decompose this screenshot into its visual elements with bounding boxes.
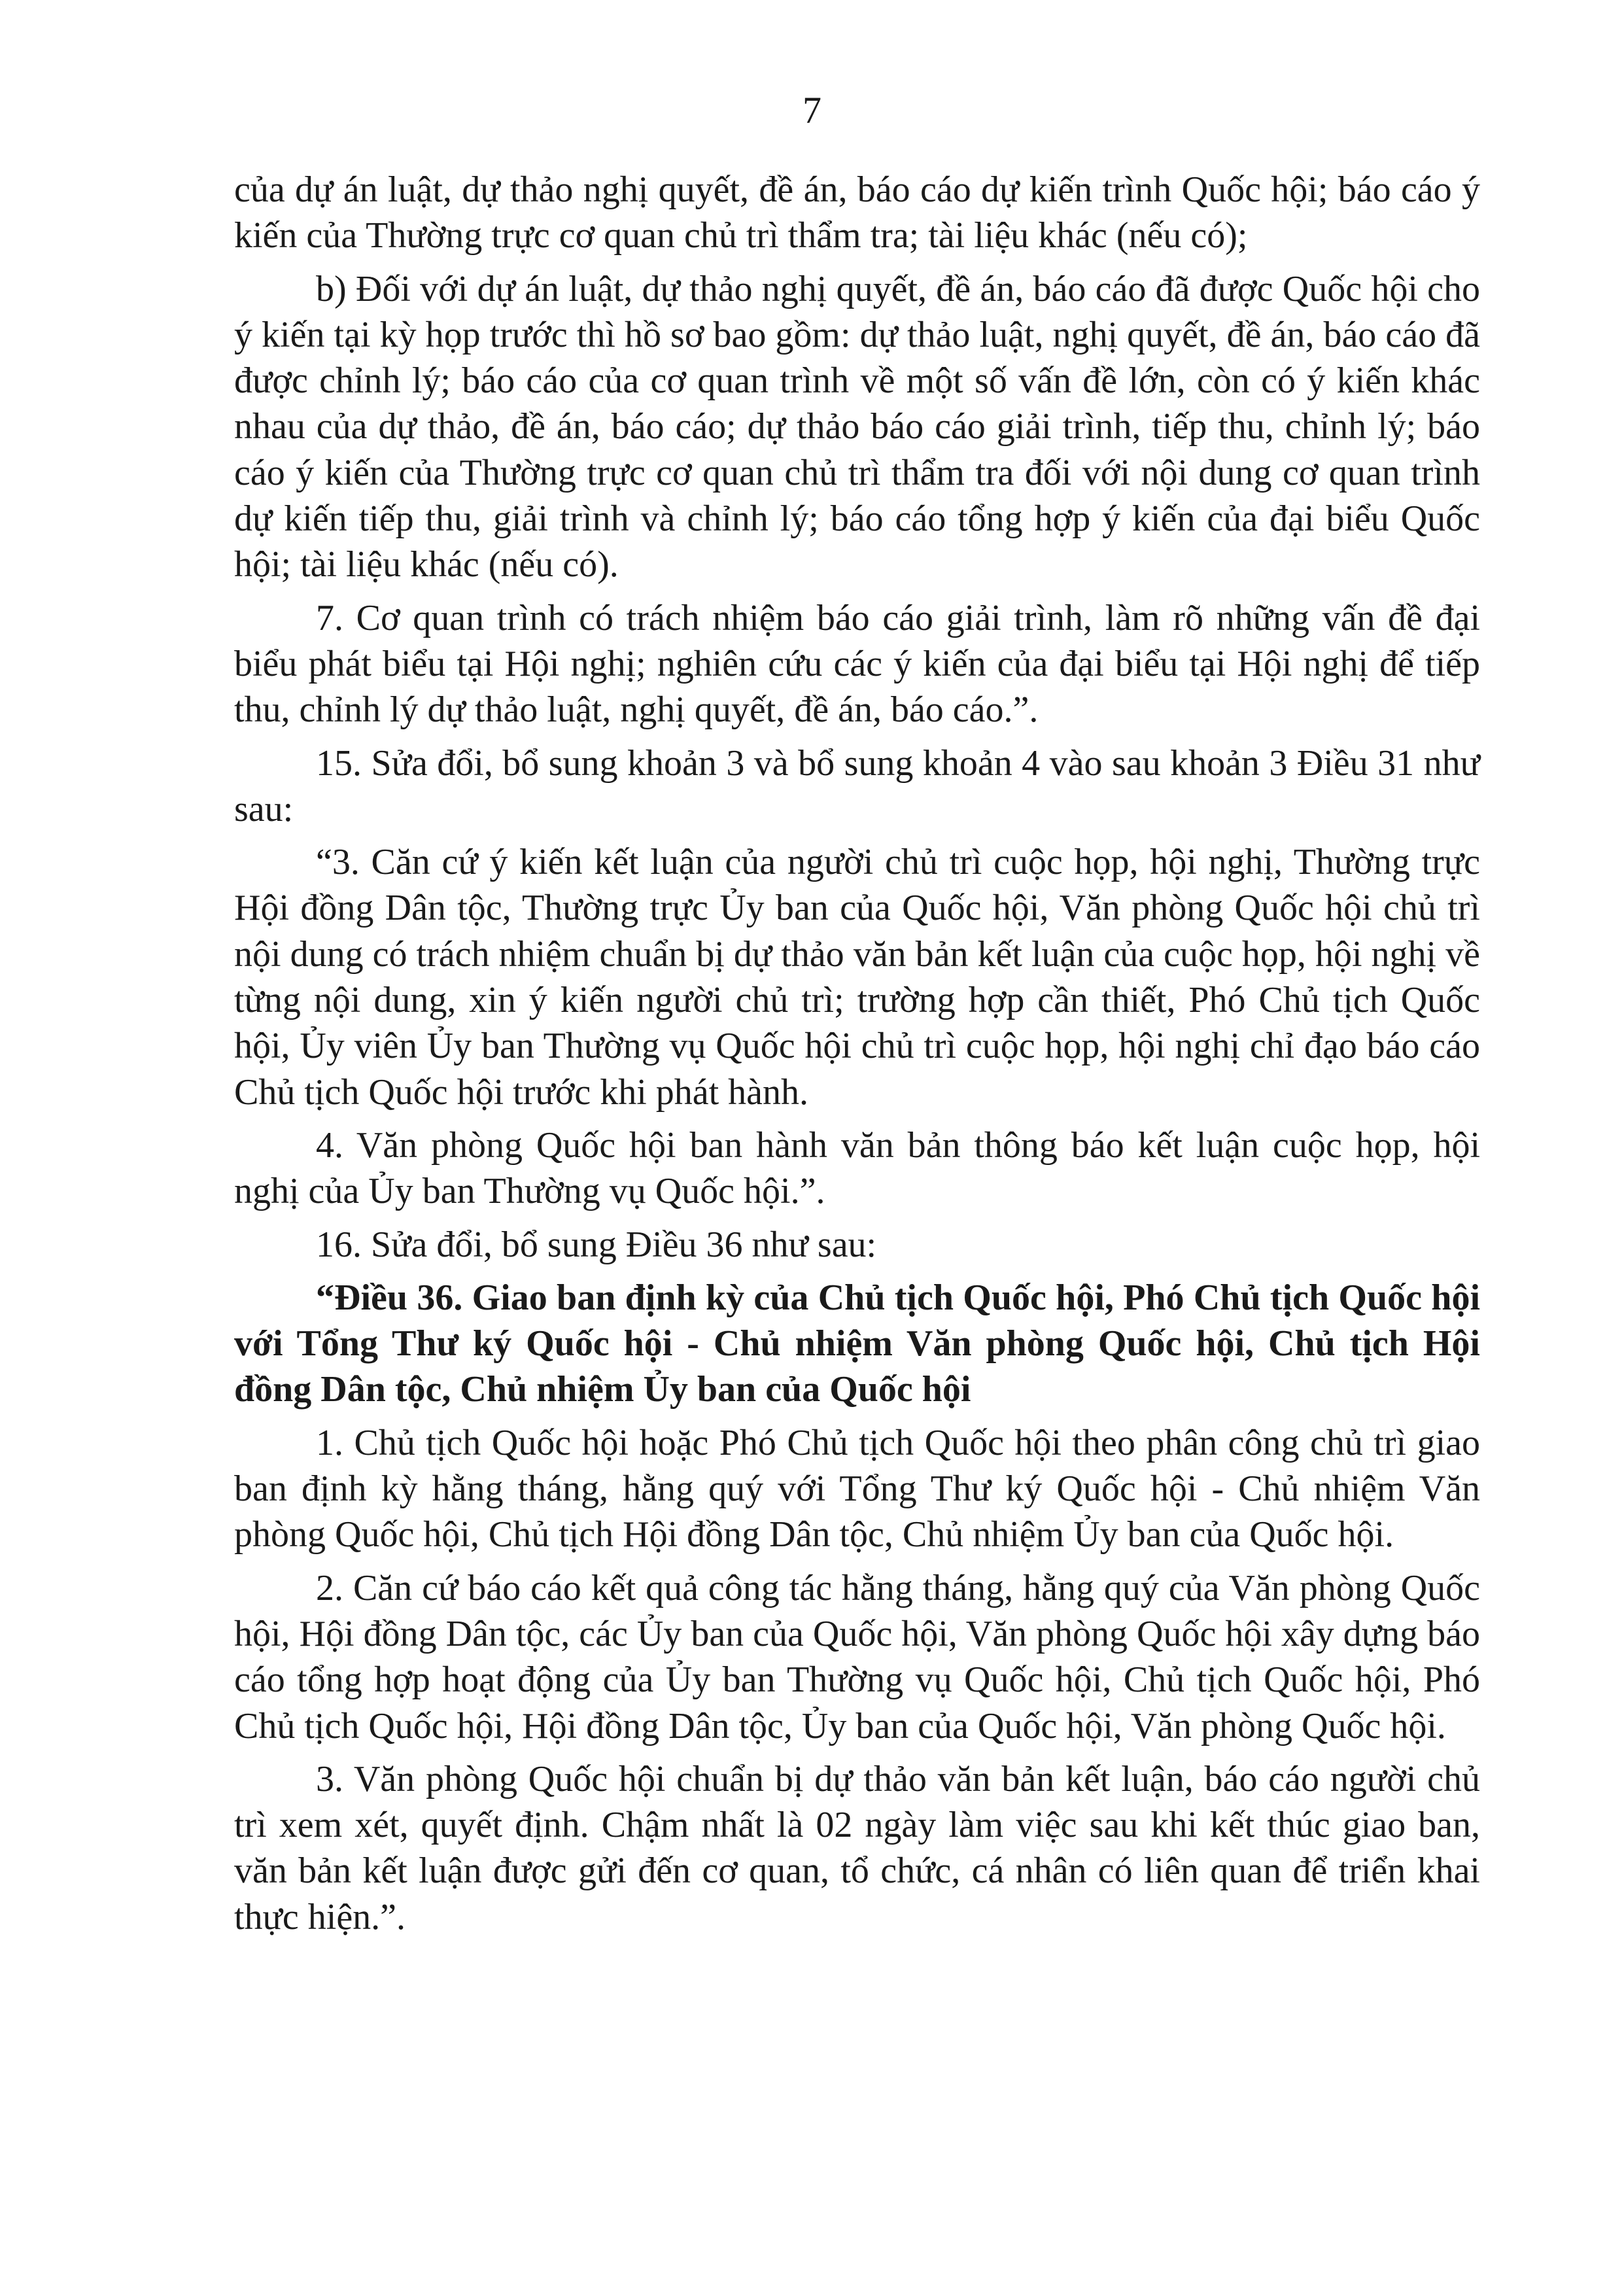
paragraph-continuation: của dự án luật, dự thảo nghị quyết, đề án, báo cáo dự kiến trình Quốc hội; báo cáo ý kiến của Thường trực cơ quan chủ trì thẩm tra; tài liệu khác (nếu có); <box>234 169 1480 256</box>
paragraph-clause-4: 4. Văn phòng Quốc hội ban hành văn bản thông báo kết luận cuộc họp, hội nghị của Ủy ban Thường vụ Quốc hội.”. <box>234 1124 1480 1212</box>
document-body <box>234 167 1480 1947</box>
paragraph-item-15: 15. Sửa đổi, bổ sung khoản 3 và bổ sung khoản 4 vào sau khoản 3 Điều 31 như sau: <box>234 742 1480 829</box>
paragraph-clause-3: “3. Căn cứ ý kiến kết luận của người chủ trì cuộc họp, hội nghị, Thường trực Hội đồng Dân tộc, Thường trực Ủy ban của Quốc hội, Văn phòng Quốc hội chủ trì nội dung có trách nhiệm chuẩn bị dự thảo văn bản kết luận của cuộc họp, hội nghị về từng nội dung, xin ý kiến người chủ trì; trường hợp cần thiết, Phó Chủ tịch Quốc hội, Ủy viên Ủy ban Thường vụ Quốc hội chủ trì cuộc họp, hội nghị chỉ đạo báo cáo Chủ tịch Quốc hội trước khi phát hành. <box>234 842 1480 1113</box>
article-36-heading: “Điều 36. Giao ban định kỳ của Chủ tịch Quốc hội, Phó Chủ tịch Quốc hội với Tổng Thư ký Quốc hội - Chủ nhiệm Văn phòng Quốc hội, Chủ tịch Hội đồng Dân tộc, Chủ nhiệm Ủy ban của Quốc hội <box>234 1277 1480 1410</box>
article-36-clause-2: 2. Căn cứ báo cáo kết quả công tác hằng tháng, hằng quý của Văn phòng Quốc hội, Hội đồng Dân tộc, các Ủy ban của Quốc hội, Văn phòng Quốc hội xây dựng báo cáo tổng hợp hoạt động của Ủy ban Thường vụ Quốc hội, Chủ tịch Quốc hội, Phó Chủ tịch Quốc hội, Hội đồng Dân tộc, Ủy ban của Quốc hội, Văn phòng Quốc hội. <box>234 1567 1480 1746</box>
paragraph-item-16: 16. Sửa đổi, bổ sung Điều 36 như sau: <box>316 1224 877 1265</box>
article-36-clause-1: 1. Chủ tịch Quốc hội hoặc Phó Chủ tịch Quốc hội theo phân công chủ trì giao ban định kỳ hằng tháng, hằng quý với Tổng Thư ký Quốc hội - Chủ nhiệm Văn phòng Quốc hội, Chủ tịch Hội đồng Dân tộc, Chủ nhiệm Ủy ban của Quốc hội. <box>234 1422 1480 1555</box>
paragraph-clause-7: 7. Cơ quan trình có trách nhiệm báo cáo giải trình, làm rõ những vấn đề đại biểu phát biểu tại Hội nghị; nghiên cứu các ý kiến của đại biểu tại Hội nghị để tiếp thu, chỉnh lý dự thảo luật, nghị quyết, đề án, báo cáo.”. <box>234 597 1480 731</box>
article-36-clause-3: 3. Văn phòng Quốc hội chuẩn bị dự thảo văn bản kết luận, báo cáo người chủ trì xem xét, quyết định. Chậm nhất là 02 ngày làm việc sau khi kết thúc giao ban, văn bản kết luận được gửi đến cơ quan, tổ chức, cá nhân có liên quan để triển khai thực hiện.”. <box>234 1758 1480 1937</box>
page-number: 7 <box>803 89 821 131</box>
paragraph-point-b: b) Đối với dự án luật, dự thảo nghị quyết, đề án, báo cáo đã được Quốc hội cho ý kiến tại kỳ họp trước thì hồ sơ bao gồm: dự thảo luật, nghị quyết, đề án, báo cáo đã được chỉnh lý; báo cáo của cơ quan trình về một số vấn đề lớn, còn có ý kiến khác nhau của dự thảo, đề án, báo cáo; dự thảo báo cáo giải trình, tiếp thu, chỉnh lý; báo cáo ý kiến của Thường trực cơ quan chủ trì thẩm tra đối với nội dung cơ quan trình dự kiến tiếp thu, giải trình và chỉnh lý; báo cáo tổng hợp ý kiến của đại biểu Quốc hội; tài liệu khác (nếu có). <box>234 268 1480 585</box>
